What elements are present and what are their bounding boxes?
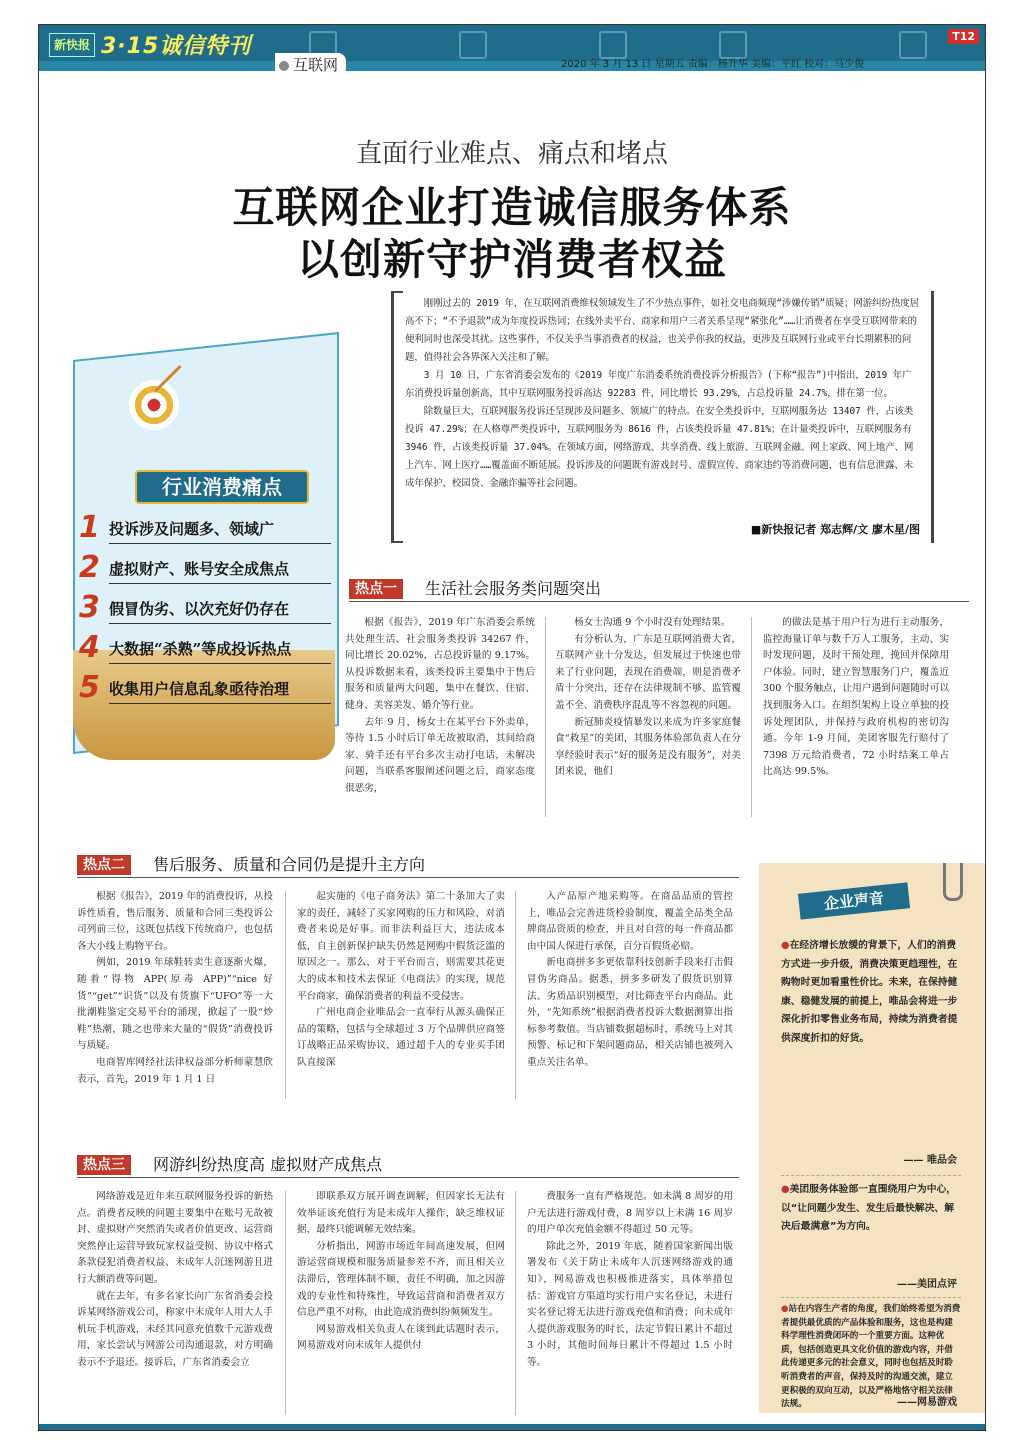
hot-rule	[77, 1177, 739, 1178]
column-divider	[285, 1191, 286, 1415]
voice-quote-text: 美团服务体验部一直围绕用户为中心，以“让问题少发生、发生后最快解决、解决后最满意”为方向。	[781, 1184, 957, 1233]
intro-box	[391, 291, 934, 543]
intro-paragraph: 刚刚过去的 2019 年，在互联网消费维权领域发生了不少热点事件，如社交电商频现“涉嫌传销”质疑；网游纠纷热度居高不下；“不予退款”成为年度投诉热词；在线外卖平台、商家和用户三者关系呈现“紧张化”……让消费者在享受互联网带来的便利同时也深受其扰。这些事件，不仅关乎当事消费者的权益，也关乎你我的权益，更涉及互联网行业或平台长期累积的问题，值得社会各界深入关注和了解。	[405, 298, 919, 363]
headline-line-2: 以创新守护消费者权益	[296, 235, 727, 284]
paperclip-icon	[943, 863, 963, 901]
column-divider	[515, 891, 516, 1099]
bag-bottom-decoration	[73, 650, 335, 760]
paragraph: 例如，2019 年球鞋转卖生意逐渐火爆，随着“得物 APP(原毒 APP)”“nice 好货”“get”“识货”以及有货旗下“UFO”等一大批潮鞋鉴定交易平台的涌现，掀起了一股“炒鞋”热潮，随之也带来大量的“假货”消费投诉与质疑。	[77, 957, 273, 1052]
pain-item-underline	[109, 583, 331, 584]
section-label: 互联网	[293, 56, 339, 74]
paragraph: 根据《报告》，2019 年广东消委会系统共处理生活、社会服务类投诉 34267 件，同比增长 20.02%，占总投诉量的 9.17%。从投诉数据来看，该类投诉主要集中于售后服务和质量两大问题，集中在餐饮、住宿、健身、美容美发、婚介等行业。	[345, 617, 535, 711]
intro-paragraph: 3 月 10 日，广东省消委会发布的《2019 年度广东消委系统消费投诉分析报告》(下称“报告”)中指出，2019 年广东消费投诉量创新高，其中互联网服务投诉高达 92283 件，同比增长 93.29%，占总投诉量 24.7%，排在第一位。	[405, 370, 912, 399]
headline-line-1: 互联网企业打造诚信服务体系	[232, 183, 792, 232]
voice-quote-text: 站在内容生产者的角度，我们始终希望为消费者提供最优质的产品体验和服务，这也是构建科学理性消费闭环的一个重要方面。这种优质，包括创造更具文化价值的游戏内容，并借此传递更多元的社会意义，同时也包括及时聆听消费者的声音，保持及时的沟通交流，建立更积极的双向互动，以及严格地恪守相关法律法规。	[781, 1304, 961, 1410]
paragraph: 分析指出，网游市场近年间高速发展，但网游运营商规模和服务质量参差不齐，而且相关立法滞后，管理体制不顺，责任不明确，加之因游戏的专业性和特殊性，导致运营商和消费者双方信息严重不对称，由此造成消费纠纷频频发生。	[297, 1240, 505, 1319]
pain-item	[79, 510, 329, 544]
hot2-column-3	[527, 889, 733, 1072]
pain-item	[79, 670, 329, 704]
hot3-column-2	[297, 1189, 505, 1355]
paragraph: 就在去年，有多名家长向广东省消委会投诉某网络游戏公司，称家中未成年人用大人手机玩手机游戏，未经其同意充值数千元游戏费用，家长尝试与网游公司沟通退款，对方明确表示不予退还。接诉后，广东省消委会立	[77, 1290, 273, 1368]
pain-item-number: 3	[79, 590, 100, 625]
hot-rule	[77, 877, 739, 878]
voice-quote	[781, 1181, 961, 1237]
hot1-column-1	[345, 615, 535, 798]
target-icon	[129, 380, 179, 430]
intro-border-bottom	[391, 541, 403, 543]
special-issue-title: 3·15诚信特刊	[101, 34, 252, 59]
paragraph: 入产品原产地采购等。在商品品质的管控上，唯品会完善进货检验制度，覆盖全品类全品牌商品资质的检查，并且对自营的每一件商品都由中国人保进行承保，百分百假货必赔。	[527, 891, 733, 952]
issue-meta: 2020 年 3 月 13 日 星期五 责编：杨升华 美编：平红 校对：马少俊	[561, 59, 865, 70]
voice-source: ——网易游戏	[897, 1397, 957, 1408]
hot-heading-3	[77, 1155, 739, 1175]
hot3-column-3	[527, 1189, 733, 1372]
intro-paragraph: 除数量巨大，互联网服务投诉还呈现涉及问题多、领域广的特点。在安全类投诉中，互联网服务达 13407 件，占该类投诉 47.29%；在人格尊严类投诉中，互联网服务为 8616 件，占该类投诉量 47.81%；在计量类投诉中，互联网服务有 3946 件，占该类投诉量 37.04%。在领域方面，网络游戏、共享消费、线上旅游、互联网金融、网上家政、网上地产、网上汽车、网上医疗……覆盖面不断延展。投诉涉及的问题既有游戏封号、虚假宣传、商家违约等消费问题，也有信息泄露、未成年保护、校园贷、金融诈骗等社会问题。	[405, 406, 914, 489]
hot-title: 售后服务、质量和合同仍是提升主方向	[153, 855, 426, 874]
paragraph: 新电商拼多多更依靠科技创新手段来打击假冒伪劣商品。据悉，拼多多研发了假货识别算法、劣质品识别模型，对比筛查平台内商品。此外，“先知系统”根据消费者投诉大数据测算出指标参考数值。当店铺数据超标时，系统马上对其预警、标记和下架问题商品，相关店铺也被列入重点关注名单。	[527, 957, 733, 1068]
pain-item-number: 5	[79, 670, 100, 705]
hot-title: 生活社会服务类问题突出	[425, 579, 602, 598]
intro-text	[405, 295, 920, 493]
paragraph: 根据《报告》，2019 年的消费投诉，从投诉性质看，售后服务、质量和合同三类投诉公司列前三位，这既包括线下传统商户，也包括各大小线上购物平台。	[77, 891, 273, 952]
hot-tag: 热点三	[77, 1155, 131, 1175]
hot3-column-1	[77, 1189, 273, 1372]
voice-divider	[781, 1297, 961, 1298]
pain-points-title: 行业消费痛点	[162, 475, 282, 499]
bottom-bar	[39, 1424, 985, 1430]
pain-item-text: 大数据“杀熟”等成投诉热点	[109, 640, 292, 658]
hot-title: 网游纠纷热度高 虚拟财产成焦点	[153, 1155, 383, 1174]
hot-rule	[349, 601, 969, 602]
pain-points-title-box	[135, 470, 309, 504]
pain-item-underline	[109, 543, 331, 544]
paragraph: 网易游戏相关负责人在谈到此话题时表示，网易游戏对向未成年人提供付	[297, 1323, 505, 1352]
hot2-column-2	[297, 889, 505, 1072]
paragraph: 网络游戏是近年来互联网服务投诉的新热点。消费者反映的问题主要集中在账号无故被封、虚拟财产突然消失或者价值更改、运营商突然停止运营导致玩家权益受损、协议中格式条款侵犯消费者权益、未成年人沉迷网游且进行大额消费等问题。	[77, 1191, 273, 1285]
pain-item-underline	[109, 623, 331, 624]
pain-item	[79, 590, 329, 624]
bullet-icon: ●	[781, 1304, 789, 1314]
hot-tag: 热点一	[349, 579, 403, 599]
barcode-icon	[459, 31, 487, 59]
hot1-column-2	[555, 615, 741, 781]
column-divider	[285, 891, 286, 1099]
voice-quote-text: 在经济增长放缓的背景下，人们的消费方式进一步升级，消费决策更趋理性，在购物时更加看重性价比。未来，在保持健康、稳健发展的前提上，唯品会将进一步深化折扣零售业务布局，持续为消费者提供深度折扣的好货。	[781, 940, 958, 1044]
hot1-column-3	[763, 615, 949, 781]
pain-item-text: 假冒伪劣、以次充好仍存在	[109, 600, 290, 618]
pain-points-graphic	[73, 360, 335, 750]
basket-icon	[899, 31, 927, 59]
column-divider	[545, 617, 546, 817]
pain-item-number: 4	[79, 630, 100, 665]
pain-item-text: 收集用户信息乱象亟待治理	[109, 680, 290, 698]
intro-border-top	[391, 291, 403, 293]
column-divider	[751, 617, 752, 817]
voice-source: ——美团点评	[897, 1279, 957, 1290]
paragraph: 电商智库网经社法律权益部分析师蒙慧欣表示，首先，2019 年 1 月 1 日	[77, 1056, 273, 1085]
bullet-icon: ●	[781, 1184, 790, 1195]
hot-heading-1	[349, 579, 969, 599]
byline: ■新快报记者 郑志辉/文 廖木星/图	[750, 523, 920, 536]
pain-item-number: 1	[79, 510, 100, 545]
pain-item-underline	[109, 703, 331, 704]
pain-item-text: 投诉涉及问题多、领域广	[109, 520, 275, 538]
pain-item	[79, 630, 329, 664]
hot-tag: 热点二	[77, 855, 131, 875]
paragraph: 新冠肺炎疫情暴发以来成为许多家庭餐食“救星”的美团，其服务体验部负责人在分享经验时表示“好的服务是没有服务”，对美团来说，他们	[555, 716, 741, 778]
voice-source: —— 唯品会	[903, 1155, 957, 1166]
section-tag	[275, 53, 346, 76]
voices-title: 企业声音	[798, 882, 910, 919]
paragraph: 起实施的《电子商务法》第二十条加大了卖家的责任，减轻了买家网购的压力和风险，对消费者来说是好事。而非法利益巨大，违法成本低，自主创新保护缺失仍然是网购中假货泛滥的原因之一。那么，对于平台而言，则需要其花更大的成本和技术去保证《电商法》的实现，规范平台商家，确保消费者的利益不受侵害。	[297, 891, 505, 1002]
newspaper-page	[38, 24, 986, 1431]
paragraph: 除此之外，2019 年底，随着国家新闻出版署发布《关于防止未成年人沉迷网络游戏的通知》，网易游戏也积极推进落实，具体举措包括：游戏官方渠道均实行用户实名登记，未进行实名登记将无法进行游戏充值和消费；向未成年人提供游戏服务的时长，法定节假日累计不超过 3 小时，其他时间每日累计不得超过 1.5 小时等。	[527, 1240, 733, 1368]
paragraph: 去年 9 月，杨女士在某平台下外卖单，等待 1.5 小时后订单无故被取消，其间给商家、骑手还有平台多次主动打电话，未解决问题，当联系客服阐述问题之后，商家态度很恶劣，	[345, 716, 535, 794]
paragraph: 费服务一直有严格规范。如未满 8 周岁的用户无法进行游戏付费，8 周岁以上未满 16 周岁的用户单次充值金额不得超过 50 元等。	[527, 1191, 733, 1236]
bullet-dot-icon	[279, 61, 289, 71]
pain-item	[79, 550, 329, 584]
voice-quote	[781, 937, 961, 1049]
voice-divider	[781, 1175, 961, 1176]
hot2-column-1	[77, 889, 273, 1088]
article-subtitle: 直面行业难点、痛点和堵点	[355, 139, 668, 169]
pain-item-number: 2	[79, 550, 100, 585]
enterprise-voices-sidebar	[759, 863, 985, 1413]
pain-item-text: 虚拟财产、账号安全成焦点	[109, 560, 290, 578]
hot-heading-2	[77, 855, 739, 875]
intro-border-right	[931, 291, 934, 543]
paper-logo: 新快报	[49, 33, 95, 57]
pain-item-underline	[109, 663, 331, 664]
paragraph: 广州电商企业唯品会一直奉行从源头确保正品的策略，包括与全球超过 3 万个品牌供应商签订战略正品采购协议，通过超千人的专业买手团队直接深	[297, 1007, 505, 1068]
intro-border-left	[391, 291, 394, 543]
column-divider	[515, 1191, 516, 1415]
bullet-icon: ●	[781, 940, 790, 951]
paragraph: 杨女士沟通 9 个小时没有处理结果。	[574, 617, 731, 628]
page-number-badge: T12	[948, 29, 979, 44]
paragraph: 有分析认为，广东是互联网消费大省，互联网产业十分发达，但发展过于快速也带来了行业问题，表现在消费端，则是消费矛盾十分突出，还存在法律规制不够、监管覆盖不全、消费秩序混乱等不容忽视的问题。	[555, 633, 741, 711]
paragraph: 的做法是基于用户行为进行主动服务，监控海量订单与数千万人工服务，主动、实时发现问题，及时干预处理，挽回并保障用户体验。同时，建立智慧服务门户，覆盖近 300 个服务触点，让用户遇到问题随时可以找到服务入口。在组织架构上设立单独的投诉处理团队，并保持与政府机构的密切沟通。今年 1-9 月间，美团客服先行赔付了 7398 万元给消费者，72 小时结案工单占比高达 99.5%。	[763, 617, 949, 778]
paragraph: 即联系双方展开调查调解，但因家长无法有效举证该充值行为是未成年人操作，缺乏维权证据，最终只能调解无效结案。	[297, 1191, 505, 1236]
